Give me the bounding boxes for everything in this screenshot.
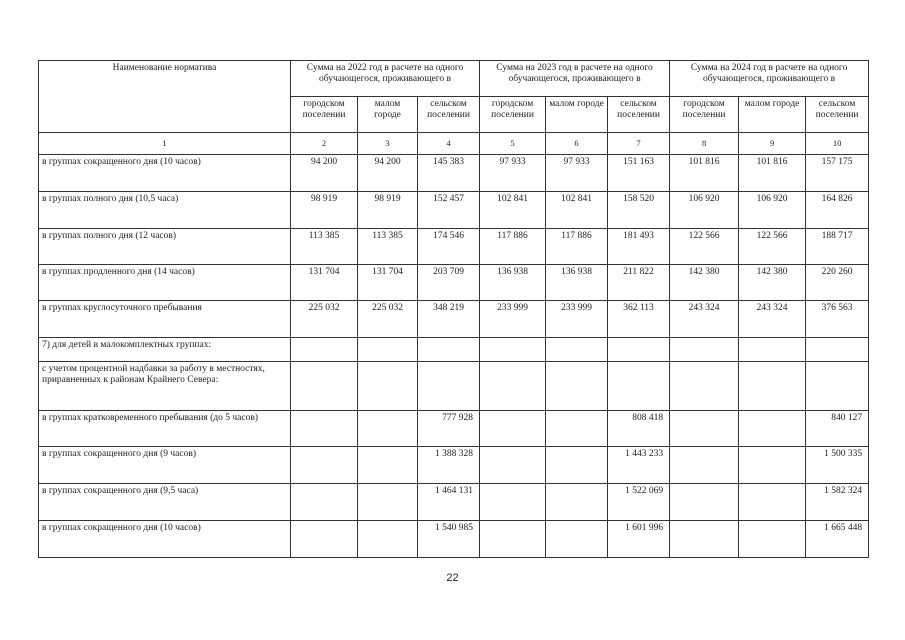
group-header-2023: Сумма на 2023 год в расчете на одного обучающегося, проживающего в [480, 61, 670, 97]
row-label: 7) для детей в малокомплектных группах: [39, 338, 291, 362]
value-cell [670, 362, 739, 411]
value-cell: 181 493 [608, 229, 670, 265]
value-cell [358, 411, 418, 447]
index-cell: 1 [39, 133, 291, 155]
value-cell: 840 127 [806, 411, 869, 447]
index-cell: 3 [358, 133, 418, 155]
value-cell [546, 411, 608, 447]
index-row [39, 133, 869, 155]
value-cell [358, 521, 418, 558]
value-cell [291, 484, 358, 521]
subheader-rural: сельском поселении [418, 97, 480, 133]
subheader-rural: сельском поселении [608, 97, 670, 133]
row-label: с учетом процентной надбавки за работу в местностях, приравненных к районам Крайнего Севера: [39, 362, 291, 411]
subheader-small-town: малом городе [546, 97, 608, 133]
index-cell: 6 [546, 133, 608, 155]
value-cell [291, 521, 358, 558]
value-cell: 136 938 [480, 265, 546, 301]
row-label: в группах кратковременного пребывания (до 5 часов) [39, 411, 291, 447]
value-cell: 164 826 [806, 192, 869, 229]
value-cell [291, 362, 358, 411]
row-label: в группах сокращенного дня (10 часов) [39, 521, 291, 558]
value-cell: 151 163 [608, 155, 670, 192]
value-cell: 1 464 131 [418, 484, 480, 521]
value-cell: 1 601 996 [608, 521, 670, 558]
value-cell: 145 383 [418, 155, 480, 192]
table-row [39, 301, 869, 338]
value-cell: 157 175 [806, 155, 869, 192]
normative-table [38, 60, 869, 558]
value-cell: 113 385 [291, 229, 358, 265]
value-cell [739, 362, 806, 411]
value-cell [739, 411, 806, 447]
value-cell [291, 338, 358, 362]
page-number: 22 [446, 572, 459, 584]
value-cell: 117 886 [480, 229, 546, 265]
value-cell: 106 920 [670, 192, 739, 229]
value-cell [739, 338, 806, 362]
value-cell: 94 200 [291, 155, 358, 192]
value-cell: 97 933 [546, 155, 608, 192]
value-cell [291, 447, 358, 484]
value-cell: 225 032 [358, 301, 418, 338]
table-row [39, 411, 869, 447]
table-row [39, 229, 869, 265]
value-cell: 1 500 335 [806, 447, 869, 484]
value-cell [358, 484, 418, 521]
value-cell [806, 338, 869, 362]
value-cell [608, 338, 670, 362]
value-cell [291, 411, 358, 447]
value-cell [670, 447, 739, 484]
value-cell: 376 563 [806, 301, 869, 338]
value-cell: 102 841 [480, 192, 546, 229]
value-cell [480, 484, 546, 521]
value-cell: 777 928 [418, 411, 480, 447]
value-cell: 225 032 [291, 301, 358, 338]
value-cell: 94 200 [358, 155, 418, 192]
value-cell: 1 522 069 [608, 484, 670, 521]
table-row [39, 338, 869, 362]
table-row [39, 521, 869, 558]
value-cell: 233 999 [546, 301, 608, 338]
value-cell [806, 362, 869, 411]
row-label: в группах сокращенного дня (9,5 часа) [39, 484, 291, 521]
row-label: в группах полного дня (10,5 часа) [39, 192, 291, 229]
table-row [39, 484, 869, 521]
value-cell: 1 540 985 [418, 521, 480, 558]
value-cell: 106 920 [739, 192, 806, 229]
value-cell: 362 113 [608, 301, 670, 338]
subheader-urban: городском поселении [670, 97, 739, 133]
index-cell: 5 [480, 133, 546, 155]
table-row [39, 155, 869, 192]
value-cell [739, 447, 806, 484]
subheader-urban: городском поселении [480, 97, 546, 133]
value-cell [418, 338, 480, 362]
value-cell [546, 362, 608, 411]
value-cell: 113 385 [358, 229, 418, 265]
subheader-small-town: малом городе [358, 97, 418, 133]
value-cell [480, 521, 546, 558]
table-row [39, 265, 869, 301]
value-cell: 220 260 [806, 265, 869, 301]
value-cell [739, 484, 806, 521]
value-cell [358, 362, 418, 411]
value-cell: 97 933 [480, 155, 546, 192]
index-cell: 10 [806, 133, 869, 155]
row-label: в группах сокращенного дня (9 часов) [39, 447, 291, 484]
table-body [39, 133, 869, 558]
value-cell: 158 520 [608, 192, 670, 229]
value-cell: 1 665 448 [806, 521, 869, 558]
value-cell: 98 919 [291, 192, 358, 229]
index-cell: 4 [418, 133, 480, 155]
table-row [39, 192, 869, 229]
value-cell: 211 822 [608, 265, 670, 301]
value-cell: 101 816 [739, 155, 806, 192]
subheader-small-town: малом городе [739, 97, 806, 133]
index-cell: 9 [739, 133, 806, 155]
value-cell: 233 999 [480, 301, 546, 338]
value-cell [670, 338, 739, 362]
value-cell: 808 418 [608, 411, 670, 447]
index-cell: 8 [670, 133, 739, 155]
value-cell [608, 362, 670, 411]
group-header-2024: Сумма на 2024 год в расчете на одного обучающегося, проживающего в [670, 61, 869, 97]
value-cell [480, 338, 546, 362]
name-header: Наименование норматива [39, 61, 291, 133]
value-cell [358, 447, 418, 484]
value-cell: 243 324 [739, 301, 806, 338]
row-label: в группах сокращенного дня (10 часов) [39, 155, 291, 192]
subheader-rural: сельском поселении [806, 97, 869, 133]
value-cell: 203 709 [418, 265, 480, 301]
value-cell: 1 388 328 [418, 447, 480, 484]
header-row-groups [39, 61, 869, 97]
value-cell: 117 886 [546, 229, 608, 265]
row-label: в группах полного дня (12 часов) [39, 229, 291, 265]
value-cell: 136 938 [546, 265, 608, 301]
value-cell [418, 362, 480, 411]
value-cell [546, 338, 608, 362]
value-cell: 102 841 [546, 192, 608, 229]
value-cell: 152 457 [418, 192, 480, 229]
value-cell [480, 362, 546, 411]
row-label: в группах круглосуточного пребывания [39, 301, 291, 338]
value-cell: 142 380 [739, 265, 806, 301]
value-cell: 101 816 [670, 155, 739, 192]
value-cell: 1 582 324 [806, 484, 869, 521]
table-row [39, 447, 869, 484]
value-cell [358, 338, 418, 362]
value-cell: 122 566 [739, 229, 806, 265]
value-cell [546, 447, 608, 484]
value-cell [670, 521, 739, 558]
value-cell [480, 411, 546, 447]
index-cell: 7 [608, 133, 670, 155]
value-cell [480, 447, 546, 484]
value-cell: 348 219 [418, 301, 480, 338]
table-row [39, 362, 869, 411]
value-cell: 98 919 [358, 192, 418, 229]
subheader-urban: городском поселении [291, 97, 358, 133]
value-cell [546, 484, 608, 521]
row-label: в группах продленного дня (14 часов) [39, 265, 291, 301]
value-cell [546, 521, 608, 558]
index-cell: 2 [291, 133, 358, 155]
value-cell [739, 521, 806, 558]
value-cell: 131 704 [358, 265, 418, 301]
group-header-2022: Сумма на 2022 год в расчете на одного обучающегося, проживающего в [291, 61, 480, 97]
value-cell: 243 324 [670, 301, 739, 338]
value-cell: 174 546 [418, 229, 480, 265]
value-cell: 1 443 233 [608, 447, 670, 484]
value-cell [670, 411, 739, 447]
value-cell: 122 566 [670, 229, 739, 265]
value-cell: 142 380 [670, 265, 739, 301]
value-cell: 131 704 [291, 265, 358, 301]
value-cell [670, 484, 739, 521]
value-cell: 188 717 [806, 229, 869, 265]
